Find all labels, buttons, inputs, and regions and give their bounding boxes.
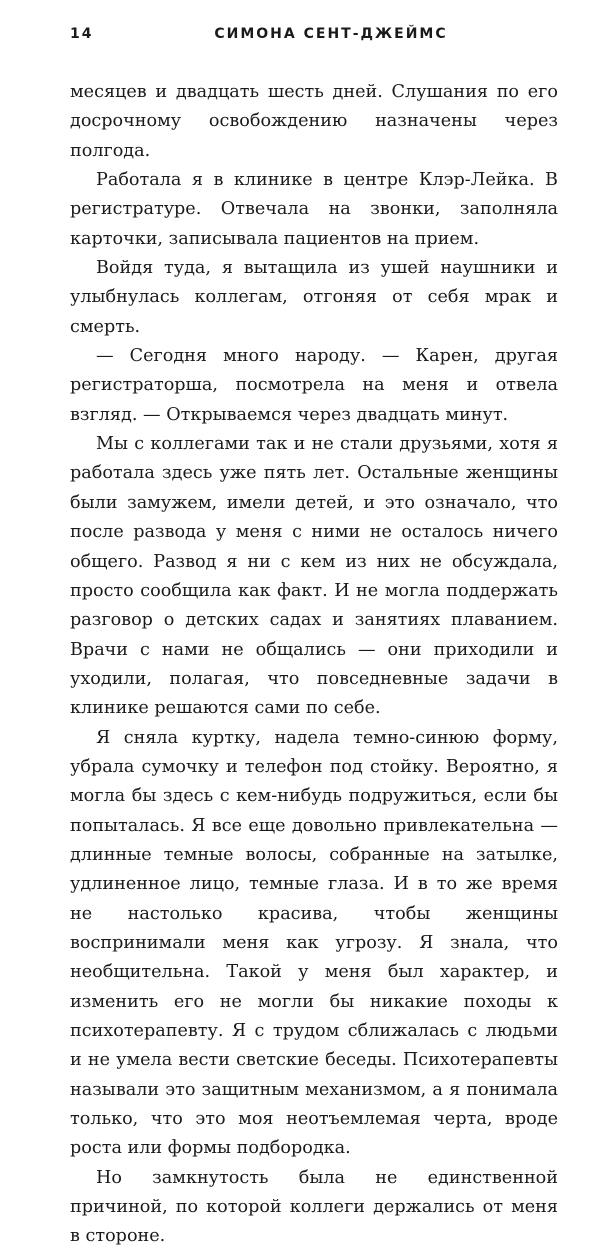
paragraph: Войдя туда, я вытащила из ушей наушники и улыбнулась коллегам, отгоняя от себя мрак и смерть. <box>70 258 558 337</box>
paragraph: Я сняла куртку, надела темно-синюю форму, убрала сумочку и телефон под стойку. Вероятно, я могла бы здесь с кем-нибудь подружиться, если бы попыталась. Я все еще довольно привлекательна — длинные темные волосы, собранные на затылке, удлиненное лицо, темные глаза. И в то же время не настолько красива, чтобы женщины воспринимали меня как угрозу. Я знала, что необщительна. Такой у меня был характер, и изменить его не могли бы никакие походы к психотерапевту. Я с трудом сближалась с людьми и не умела вести светские беседы. Психотерапевты называли это защитным механизмом, а я понимала только, что это моя неотъемлемая черта, вроде роста или формы подбородка. <box>70 727 558 1159</box>
page-number: 14 <box>70 26 94 42</box>
paragraph: Но замкнутость была не единственной причиной, по которой коллеги держались от меня в стороне. <box>70 1167 558 1247</box>
body-text <box>70 78 558 1252</box>
paragraph: Работала я в клинике в центре Клэр-Лейка. В регистратуре. Отвечала на звонки, заполняла карточки, записывала пациентов на прием. <box>70 170 558 249</box>
running-title: СИМОНА СЕНТ-ДЖЕЙМС <box>214 26 448 42</box>
running-head <box>70 26 552 50</box>
paragraph: Мы с коллегами так и не стали друзьями, хотя я работала здесь уже пять лет. Остальные женщины были замужем, имели детей, и это означало, что после развода у меня с ними не осталось ничего общего. Развод я ни с кем из них не обсуждала, просто сообщила как факт. И не могла поддержать разговор о детских садах и занятиях плаванием. Врачи с нами не общались — они приходили и уходили, полагая, что повседневные задачи в клинике решаются сами по себе. <box>70 434 558 719</box>
paragraph-continued: месяцев и двадцать шесть дней. Слушания по его досрочному освобождению назначены через полгода. <box>70 82 558 161</box>
dialogue-paragraph: — Сегодня много народу. — Карен, другая регистраторша, посмотрела на меня и отвела взгляд. — Открываемся через двадцать минут. <box>70 346 558 425</box>
